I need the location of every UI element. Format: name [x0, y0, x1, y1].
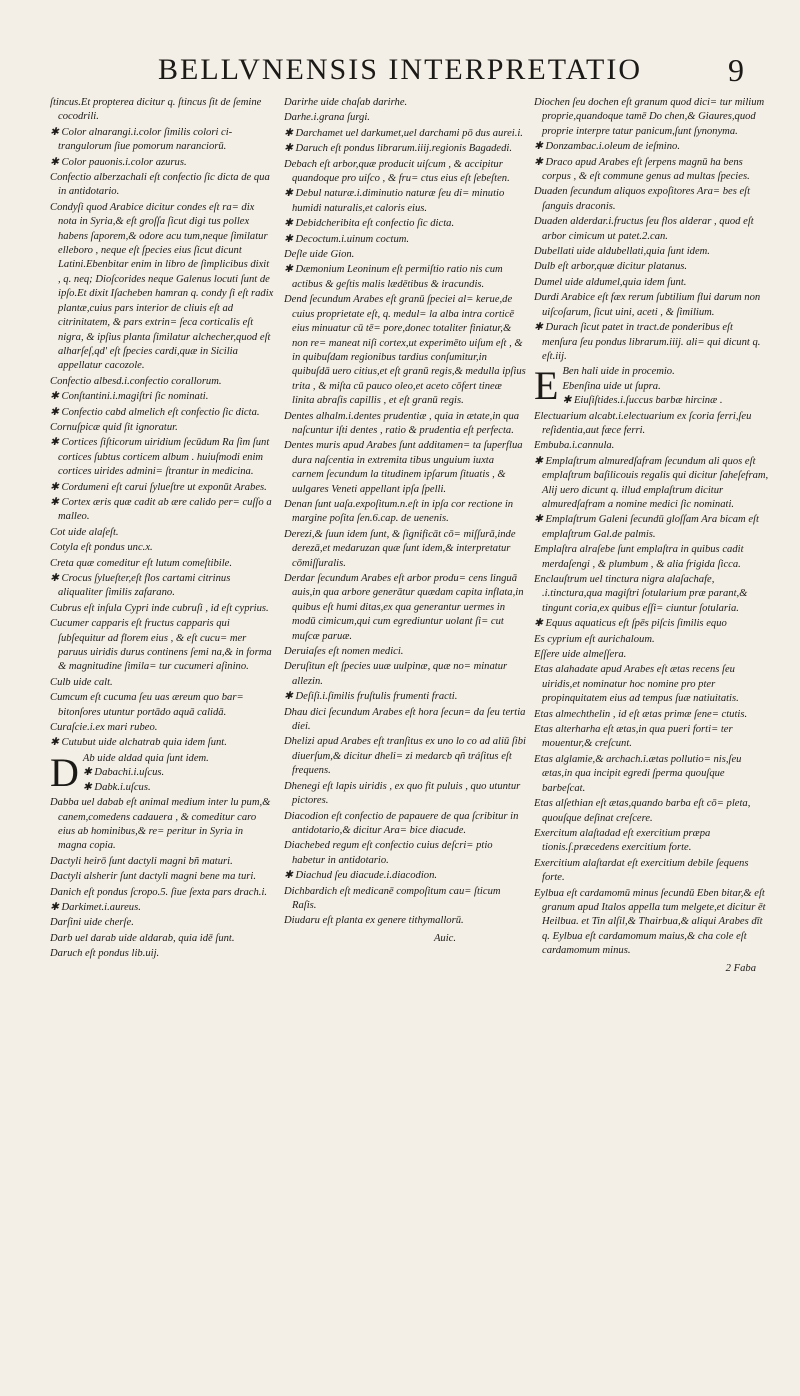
glossary-entry: Etas alterharha eſt ætas,in qua pueri forti= ter mouentur,& creſcunt.: [534, 724, 733, 750]
glossary-entry: ✱ Cordumeni eſt carui ſylueſtre ut exponūt Arabes.: [50, 481, 267, 493]
glossary-entry: ✱ Cortices ſiſticorum uiridium ſecūdum Ra ſim ſunt cortices ſubtus corticem album . huiuſmodi enim cortices uirides admini= ſtrantur in medicina.: [50, 437, 270, 478]
glossary-entry: Embuba.i.cannula.: [534, 440, 615, 452]
glossary-entry: ✱ Color pauonis.i.color azurus.: [50, 156, 187, 168]
glossary-entry: Debach eſt arbor,quæ producit uiſcum , & accipitur quandoque pro uiſco , & fru= ctus eius eſt ſebeſten.: [284, 158, 510, 185]
glossary-entry: Dactyli heirō ſunt dactyli magni bñ maturi.: [50, 855, 233, 867]
glossary-entry: ✱ Deſiſi.i.ſimilis fruſtulis frumenti fracti.: [284, 691, 458, 703]
glossary-entry: Condyſi quod Arabice dicitur condes eſt ra= dix nota in Syria,& eſt groſſa ſicut digi tus pollex habens ſaporem,& odore acu tum,neque ſimilatur elleboro , neque eſt ſpecies eius ſicut dicunt Latini.Ebenbitar enim in libro de ſimplicibus dixit , q. neq; Dioſcorides neque Galenus locuti ſunt de ipſo.Et dixit Iſacheben hamran q. condy ſi eſt radix plantæ,cuius pars interior de cliuis eſt ad citrinitatem, & pars extrin= ſeca corticalis eſt nigra, & ipſius planta ſimilatur alchecher,quod eſt alharſeſ,qd' eſt ſpecies cardi,quæ in Sicilia appellatur cacozole.: [50, 201, 274, 372]
glossary-entry: Curaſcie.i.ex mari rubeo.: [50, 722, 158, 734]
glossary-entry: ✱ Dæmonium Leoninum eſt permiſtio ratio nis cum actibus & geſtis malis lædētibus & iracundis.: [284, 264, 503, 290]
glossary-entry: ✱ Emplaſtrum Galeni ſecundū gloſſam Ara bicam eſt emplaſtrum Gal.de palmis.: [534, 514, 759, 540]
glossary-entry: Dichbardich eſt medicanē compoſitum cau= ſticum Raſis.: [284, 885, 501, 911]
dropcap-block-e: [534, 365, 770, 408]
glossary-entry: Deſle uide Gion.: [284, 249, 355, 261]
glossary-entry: ✱ Diachud ſeu diacude.i.diacodion.: [284, 870, 438, 882]
glossary-entry: Daruch eſt pondus lib.uij.: [50, 948, 160, 960]
glossary-entry: Dhelizi apud Arabes eſt tranſitus ex uno lo co ad aliū ſibi diuerſum,& dicitur dheli= zi medarcb qñ tráſitus eſt frequens.: [284, 736, 526, 777]
page-number: 9: [728, 52, 744, 88]
glossary-entry: Es cyprium eſt aurichaloum.: [534, 633, 655, 645]
glossary-entry: Eylbua eſt cardamomū minus ſecundū Eben bitar,& eſt granum apud Italos appella tum melgete,et dicitur ēt Heilbua. et Tin alſil,& Thairbua,& aliqui Arabes dīt q. Eylbua eſt cardamomum maius,& cha cole eſt cardamomum minus.: [534, 887, 766, 957]
glossary-entry: Cot uide alaſeſt.: [50, 526, 119, 538]
glossary-entry: Dulb eſt arbor,quæ dicitur platanus.: [534, 261, 688, 273]
glossary-entry: Cotyla eſt pondus unc.x.: [50, 542, 153, 554]
glossary-entry: Ab uide aldad quia ſunt idem.: [82, 752, 209, 764]
glossary-entry: Cumcum eſt cucuma ſeu uas æreum quo bar= bitonſores utuntur portādo aquā calidā.: [50, 692, 244, 718]
glossary-entry: Electuarium alcabt.i.electuarium ex ſcoria ferri,ſeu reſidentia,aut fæce ferri.: [534, 410, 752, 436]
glossary-entry: Cucumer capparis eſt fructus capparis qui ſubſequitur ad florem eius , & eſt cucu= mer paruus uiridis durus continens ſemi na,& in forma & magnitudine ſimila= tur cucumeri aſinino.: [50, 618, 272, 673]
glossary-entry: Cubrus eſt inſula Cypri inde cubruſi , id eſt cyprius.: [50, 602, 269, 614]
glossary-entry: Confectio alberzachali eſt confectio ſic dicta de qua in antidotario.: [50, 172, 270, 198]
glossary-entry: Duaden alderdar.i.fructus ſeu flos alderar , quod eſt arbor cimicum ut patet.2.can.: [534, 216, 754, 242]
glossary-entry: Dabba uel dabab eſt animal medium inter lu pum,& canem,comedens cadauera , & comeditur caro eius ab hominibus,& re= peritur in Syria in magna copia.: [50, 797, 271, 852]
glossary-entry: ✱ Dabk.i.uſcus.: [82, 781, 151, 793]
glossary-entry: Culb uide calt.: [50, 676, 113, 688]
dropcap-letter: E: [534, 363, 559, 409]
glossary-entry: Dhenegi eſt lapis uiridis , ex quo fit puluis , quo utuntur pictores.: [284, 780, 521, 807]
glossary-entry: ✱ Crocus ſylueſter,eſt flos cartami citrinus aliqualiter ſimilis zafarano.: [50, 573, 231, 599]
glossary-entry: Dentes muris apud Arabes ſunt additamen= ta ſuperflua dura naſcentia in extremita tibus unguium iuxta carnem ſecundum la titudinem ipſarum ſituatis , & uulgares Veneti appellant ipſa ſpelli.: [284, 440, 523, 495]
glossary-entry: ✱ Daruch eſt pondus librarum.iiij.regionis Bagadedi.: [284, 143, 513, 155]
glossary-entry: ✱ Darkimet.i.aureus.: [50, 901, 141, 913]
glossary-entry: Creta quæ comeditur eſt lutum comeſtibile.: [50, 557, 233, 569]
glossary-entry: ✱ Decoctum.i.uinum coctum.: [284, 233, 410, 245]
glossary-entry: Exercitium alaſtardat eſt exercitium debile ſequens forte.: [534, 857, 749, 884]
glossary-entry: Dhau dici ſecundum Arabes eſt hora ſecun= da ſeu tertia diei.: [284, 706, 526, 733]
glossary-entry: Etas alglamie,& archach.i.ætas pollutio= nis,ſeu ætas,in qua incipit egredi ſperma quouſque barbeſcat.: [534, 753, 742, 794]
glossary-entry: Etas almechthelin , id eſt ætas primæ ſene= ctutis.: [534, 708, 748, 720]
column-right: [534, 96, 770, 976]
glossary-entry: Confectio albesd.i.confectio corallorum.: [50, 375, 222, 387]
catchword: Auic.: [433, 932, 456, 944]
glossary-entry: Dactyli alsherir ſunt dactyli magni bene ma turi.: [50, 871, 256, 883]
glossary-entry: Danich eſt pondus ſcropo.5. ſiue ſexta pars drach.i.: [50, 886, 268, 898]
glossary-entry: ✱ Equus aquaticus eſt ſpēs piſcis ſimilis equo: [534, 618, 727, 630]
glossary-entry: Dend ſecundum Arabes eſt granū ſpeciei al= kerue,de cuius proprietate eſt, q. medul= la alba intra corticē eius minuatur cū tē= pore,donec totaliter finiatur,& non re= maneat niſi cortex,ut experimēto uiſum eſt , & in quibuſdam regionibus tardius conſumitur,in quibuſdā uero citius,et eſt granū regis,& medulla ipſius trita , & miſta cū pauco oleo,et aceto cōfert tineæ linita abraſis capillis , et eſt granū regis.: [284, 294, 526, 407]
glossary-entry: Duaden ſecundum aliquos expoſitores Ara= bes eſt ſanguis draconis.: [534, 186, 751, 212]
glossary-entry: Derezi,& ſuun idem ſunt, & ſignificāt cō= miſſurā,inde derezā,et medaruzan quæ ſunt idem,& interpretatur cōmiſſuralis.: [284, 528, 516, 569]
catchword: Faba: [733, 962, 756, 974]
glossary-entry: Cornuſpicæ quid ſit ignoratur.: [50, 421, 178, 433]
glossary-entry: ✱ Dabachi.i.uſcus.: [82, 767, 165, 779]
glossary-entry: ✱ Debidcheribita eſt confectio ſic dicta.: [284, 218, 455, 230]
glossary-entry: ✱ Cortex æris quæ cadit ab ære calido per= cuſſo a malleo.: [50, 496, 272, 523]
running-head: BELLVNENSIS INTERPRETATIO: [158, 53, 642, 86]
glossary-entry: ✱ Confectio cabd almelich eſt confectio ſic dicta.: [50, 406, 260, 418]
glossary-entry: ✱ Durach ſicut patet in tract.de ponderibus eſt menſura ſeu pondus librarum.iiij. ali= qui dicunt q. eſt.iij.: [534, 322, 761, 362]
glossary-entry: ✱ Debul naturæ.i.diminutio naturæ ſeu di= minutio humidi naturalis,et caloris eius.: [284, 188, 505, 214]
column-middle: [284, 96, 526, 946]
glossary-entry: Eſſere uide almeſſera.: [534, 649, 627, 661]
signature-and-catchword: [534, 962, 770, 976]
glossary-entry: Deruiaſes eſt nomen medici.: [284, 646, 404, 658]
column-left: [50, 96, 274, 963]
signature-mark: 2: [725, 962, 731, 974]
dropcap-letter: D: [50, 749, 79, 795]
glossary-entry: ✱ Color alnarangi.i.color ſimilis colori ci- trangulorum ſiue pomorum naranciorū.: [50, 126, 233, 153]
glossary-entry: Denan ſunt uaſa.expoſitum.n.eſt in ipſa cor rectione in margine poſita ſen.6.cap. de uenenis.: [284, 498, 514, 525]
glossary-entry: ✱ Cutubut uide alchatrab quia idem ſunt.: [50, 737, 227, 749]
dropcap-block-d: [50, 749, 274, 795]
glossary-entry: Emplaſtra alraſebe ſunt emplaſtra in quibus cadit merdaſengi , & plumbum , & alia frigida ſicca.: [534, 544, 744, 570]
glossary-entry: Etas alſethian eſt ætas,quando barba eſt cō= pleta, quouſque deſinat creſcere.: [534, 798, 751, 824]
glossary-entry: Diochen ſeu dochen eſt granum quod dici= tur milium proprie,quandoque tamē Do chen,& Giaures,quod proprie interpre tatur panicum,ſunt ſynonyma.: [534, 97, 765, 137]
glossary-entry: Darhe.i.grana ſurgi.: [284, 112, 370, 124]
glossary-entry: Exercitum alaſtadad eſt exercitium præpa tionis.ſ.præcedens exercitium forte.: [534, 827, 711, 854]
glossary-entry: Dubellati uide aldubellati,quia ſunt idem.: [534, 246, 710, 258]
glossary-entry: Ben hali uide in procemio.: [562, 366, 675, 378]
glossary-entry: Derdar ſecundum Arabes eſt arbor produ= cens linguā auis,in qua arbore generātur quædam capita inflata,in quibus eſt humi ditas,ex qua generantur uermes in modū cimicum,qui cum egrediuntur uolant ſi= cut muſcæ paruæ.: [284, 573, 524, 642]
glossary-entry: Dumel uide aldumel,quia idem ſunt.: [534, 276, 687, 288]
glossary-entry: Ebenſina uide ut ſupra.: [562, 380, 661, 392]
glossary-entry: Diudaru eſt planta ex genere tithymallorū.: [284, 915, 464, 927]
glossary-entry: Darſini uide cherſe.: [50, 917, 134, 929]
glossary-entry: Etas alahadate apud Arabes eſt ætas recens ſeu uiridis,et nominatur hoc nomine pro pter propinquitatem eius ad tempus ſuæ natiuitatis.: [534, 664, 739, 705]
glossary-entry: Dentes alhalm.i.dentes prudentiæ , quia in ætate,in qua naſcuntur iſti dentes , ratio & prudentia eſt perfecta.: [284, 410, 520, 436]
glossary-entry: ✱ Darchamet uel darkumet,uel darchami pō dus aurei.i.: [284, 127, 523, 139]
glossary-entry: Darb uel darab uide aldarab, quia idē ſunt.: [50, 932, 235, 944]
glossary-entry: Diachebed regum eſt confectio cuius deſcri= ptio habetur in antidotario.: [284, 840, 493, 866]
glossary-entry: Durdi Arabice eſt fæx rerum ſubtilium flui darum non uiſcoſarum, ſicut uini, aceti , & ſimilium.: [534, 292, 761, 318]
glossary-entry: ✱ Emplaſtrum almuredſafram ſecundum ali quos eſt emplaſtrum baſilicouis regalis qui dicitur ſaheſefram, Alij uero dicunt q. illud emplaſtrum dicitur almuredſafram a nomine medici ſic nominati.: [534, 455, 769, 510]
glossary-entry: ✱ Draco apud Arabes eſt ſerpens magnū ha bens corpus , & eſt commune genus ad multas ſpecies.: [534, 156, 750, 183]
glossary-entry: Diacodion eſt confectio de papauere de qua ſcribitur in antidotario,& dicitur Ara= bice diacude.: [284, 810, 519, 836]
glossary-entry: Enclauſtrum uel tinctura nigra alaſachafe, .i.tinctura,qua magiſtri ſotularium præ parant,& tingunt coria,ex quibus eſſi= ciuntur ſotularia.: [534, 574, 748, 614]
glossary-entry: ✱ Conſtantini.i.magiſtri ſic nominati.: [50, 391, 209, 403]
glossary-entry: ✱ Donzambac.i.oleum de ieſmino.: [534, 141, 680, 153]
glossary-entry: Darirhe uide chaſab darirhe.: [284, 97, 408, 108]
glossary-entry: Deruſitun eſt ſpecies uuæ uulpinæ, quæ no= minatur allezin.: [284, 661, 508, 687]
glossary-entry: ſtincus.Et propterea dicitur q. ſtincus ſit de ſemine cocodrili.: [50, 97, 262, 123]
glossary-entry: ✱ Eiuſiſtides.i.ſuccus barbæ hircinæ .: [562, 395, 723, 407]
